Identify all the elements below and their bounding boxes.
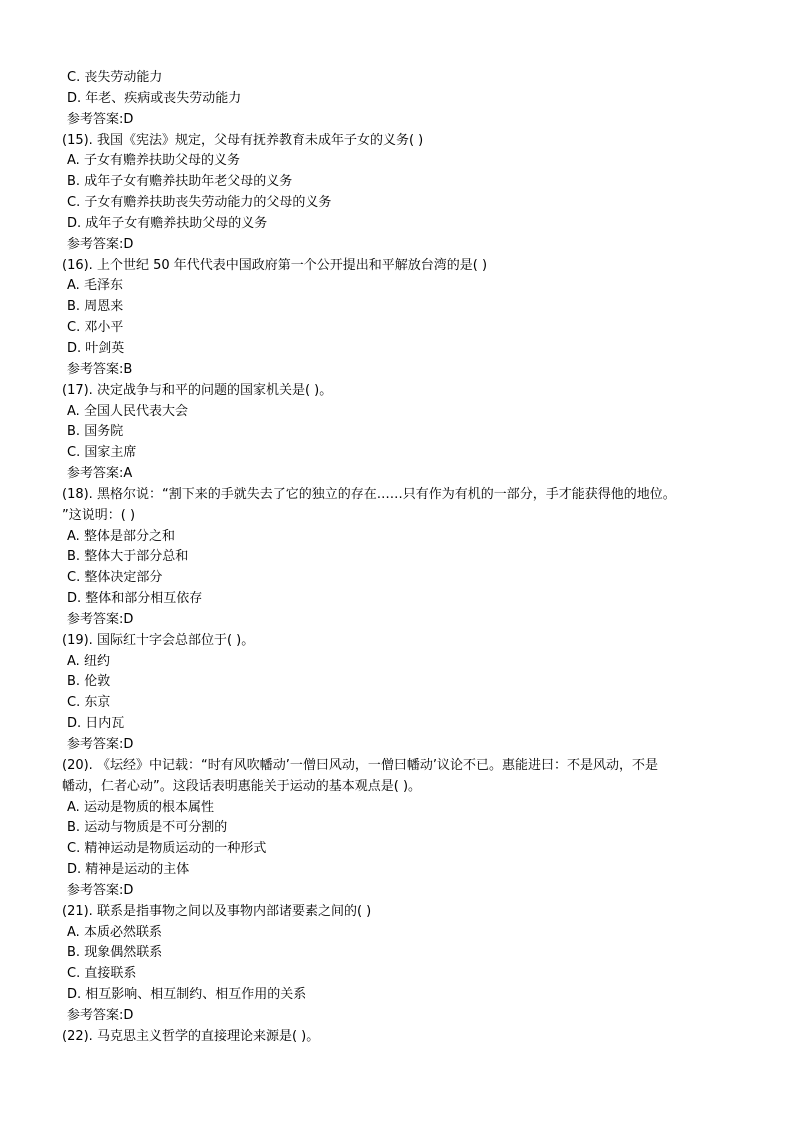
- option-text: 毛泽东: [83, 278, 123, 294]
- option-label: D.: [67, 591, 82, 607]
- option-label: A.: [67, 403, 80, 419]
- question-text: 联系是指事物之间以及事物内部诸要素之间的( ): [96, 903, 372, 919]
- question-stem-continued: 幡动，仁者心动”。这段话表明惠能关于运动的基本观点是( )。: [62, 778, 422, 794]
- answer-line: 参考答案:D: [67, 611, 134, 627]
- option-b: [62, 943, 742, 964]
- question-number: (22).: [62, 1028, 93, 1044]
- option-text: 本质必然联系: [83, 924, 162, 940]
- question-number: (15).: [62, 132, 93, 148]
- option-text: 邓小平: [84, 320, 124, 336]
- question-stem: [62, 756, 742, 777]
- question-stem: [62, 1027, 742, 1048]
- question-stem: [62, 131, 742, 152]
- option-label: B.: [67, 174, 81, 190]
- question-stem: [62, 485, 742, 506]
- option-label: C.: [67, 195, 81, 211]
- option-d: [62, 714, 742, 735]
- question-text: 黑格尔说：“割下来的手就失去了它的独立的存在……只有作为有机的一部分，手才能获得他的地位。: [96, 486, 676, 502]
- question-stem-continued: ”这说明：( ): [62, 507, 136, 523]
- answer-line: 参考答案:B: [67, 361, 133, 377]
- option-label: A.: [67, 799, 80, 815]
- option-a: [62, 923, 742, 944]
- question-text: 马克思主义哲学的直接理论来源是( )。: [96, 1028, 320, 1044]
- option-text: 整体是部分之和: [83, 528, 175, 544]
- question-16: [62, 256, 742, 381]
- option-a: [62, 276, 742, 297]
- question-number: (18).: [62, 486, 93, 502]
- question-18: [62, 485, 742, 631]
- option-b: [62, 818, 742, 839]
- option-c: [62, 839, 742, 860]
- option-text: 周恩来: [84, 299, 124, 315]
- option-label: C.: [67, 320, 81, 336]
- option-label: B.: [67, 549, 81, 565]
- option-text: 整体决定部分: [84, 570, 163, 586]
- option-text: 国务院: [84, 424, 124, 440]
- answer-line: 参考答案:D: [67, 737, 134, 752]
- answer-line: 参考答案:D: [67, 882, 134, 898]
- question-15: [62, 131, 742, 256]
- option-c: [62, 693, 742, 714]
- option-d: [62, 214, 742, 235]
- option-a: [62, 798, 742, 819]
- answer-line: 参考答案:D: [67, 111, 134, 127]
- option-text: 相互影响、相互制约、相互作用的关系: [85, 987, 307, 1003]
- option-d: [62, 860, 742, 881]
- option-label: B.: [67, 299, 81, 315]
- option-c: [62, 568, 742, 589]
- question-stem: [62, 902, 742, 923]
- option-label: D.: [67, 90, 82, 106]
- option-text: 精神运动是物质运动的一种形式: [84, 841, 267, 857]
- option-label: B.: [67, 674, 81, 690]
- option-c: [62, 443, 742, 464]
- answer-line: 参考答案:D: [67, 236, 134, 252]
- option-label: C.: [67, 445, 81, 461]
- option-b: [62, 422, 742, 443]
- question-number: (20).: [62, 757, 93, 773]
- answer-line: 参考答案:D: [67, 1007, 134, 1023]
- option-label: D.: [67, 340, 82, 356]
- option-b: [62, 172, 742, 193]
- option-text: 年老、疾病或丧失劳动能力: [85, 90, 242, 106]
- option-c: [62, 68, 742, 89]
- option-label: C.: [67, 966, 81, 982]
- question-number: (16).: [62, 257, 93, 273]
- question-text: 《坛经》中记载：“时有风吹幡动’一僧曰风动，一僧曰幡动’议论不已。惠能进曰：不是风动，不是: [96, 757, 658, 773]
- option-label: C.: [67, 695, 81, 711]
- question-stem: [62, 256, 742, 277]
- option-label: A.: [67, 278, 80, 294]
- option-text: 丧失劳动能力: [84, 70, 163, 85]
- option-text: 东京: [84, 695, 111, 711]
- option-label: C.: [67, 841, 81, 857]
- option-label: A.: [67, 653, 80, 669]
- answer-line: 参考答案:A: [67, 466, 133, 482]
- option-text: 精神是运动的主体: [85, 862, 190, 878]
- question-14-tail: [62, 68, 742, 131]
- option-c: [62, 193, 742, 214]
- question-stem: [62, 381, 742, 402]
- option-text: 整体大于部分总和: [84, 549, 189, 565]
- option-text: 成年子女有赡养扶助父母的义务: [85, 215, 268, 231]
- question-19: [62, 631, 742, 756]
- question-21: [62, 902, 742, 1027]
- option-d: [62, 985, 742, 1006]
- option-a: [62, 151, 742, 172]
- question-20: [62, 756, 742, 902]
- option-b: [62, 672, 742, 693]
- option-c: [62, 964, 742, 985]
- option-text: 日内瓦: [85, 716, 125, 732]
- option-b: [62, 297, 742, 318]
- option-b: [62, 547, 742, 568]
- option-label: D.: [67, 215, 82, 231]
- option-text: 成年子女有赡养扶助年老父母的义务: [84, 174, 293, 190]
- question-number: (19).: [62, 632, 93, 648]
- option-text: 运动与物质是不可分割的: [84, 820, 228, 836]
- option-text: 现象偶然联系: [84, 945, 163, 961]
- option-label: C.: [67, 70, 81, 85]
- option-label: D.: [67, 862, 82, 878]
- question-text: 决定战争与和平的问题的国家机关是( )。: [96, 382, 333, 398]
- question-17: [62, 381, 742, 485]
- option-a: [62, 402, 742, 423]
- option-label: A.: [67, 528, 80, 544]
- option-label: C.: [67, 570, 81, 586]
- option-label: D.: [67, 716, 82, 732]
- option-d: [62, 589, 742, 610]
- option-label: B.: [67, 820, 81, 836]
- option-d: [62, 339, 742, 360]
- option-text: 叶剑英: [85, 340, 125, 356]
- question-stem: [62, 631, 742, 652]
- option-a: [62, 652, 742, 673]
- document-page: [62, 68, 742, 1048]
- option-label: D.: [67, 987, 82, 1003]
- option-label: A.: [67, 924, 80, 940]
- option-text: 运动是物质的根本属性: [83, 799, 214, 815]
- option-text: 直接联系: [84, 966, 137, 982]
- question-text: 上个世纪 50 年代代表中国政府第一个公开提出和平解放台湾的是( ): [96, 257, 488, 273]
- option-label: A.: [67, 153, 80, 169]
- question-number: (21).: [62, 903, 93, 919]
- question-22: [62, 1027, 742, 1048]
- option-d: [62, 89, 742, 110]
- question-text: 国际红十字会总部位于( )。: [96, 632, 255, 648]
- option-c: [62, 318, 742, 339]
- option-text: 子女有赡养扶助父母的义务: [83, 153, 240, 169]
- option-text: 子女有赡养扶助丧失劳动能力的父母的义务: [84, 195, 332, 211]
- option-a: [62, 527, 742, 548]
- option-text: 全国人民代表大会: [83, 403, 188, 419]
- option-text: 纽约: [83, 653, 110, 669]
- question-text: 我国《宪法》规定，父母有抚养教育未成年子女的义务( ): [96, 132, 424, 148]
- option-text: 伦敦: [84, 674, 111, 690]
- question-number: (17).: [62, 382, 93, 398]
- option-label: B.: [67, 424, 81, 440]
- option-label: B.: [67, 945, 81, 961]
- option-text: 整体和部分相互依存: [85, 591, 203, 607]
- option-text: 国家主席: [84, 445, 137, 461]
